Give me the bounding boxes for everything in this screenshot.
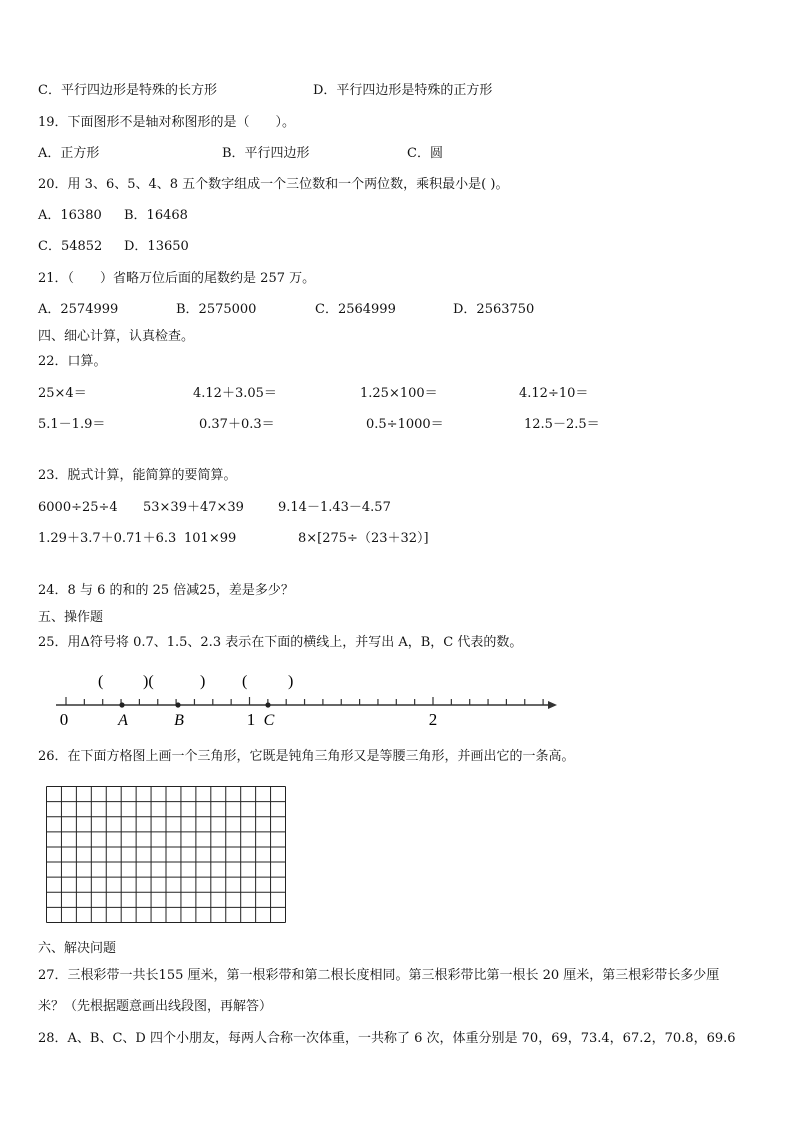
q23-stem: 23．脱式计算，能简算的要简算。 — [38, 468, 237, 483]
q21-stem: 21．（ ）省略万位后面的尾数约是 257 万。 — [38, 271, 316, 286]
q22-expr: 4.12＋3.05＝ — [193, 386, 277, 401]
q23-expr: 101×99 — [184, 531, 237, 546]
point-c-dot — [265, 702, 270, 707]
q21-option-b: B．2575000 — [176, 302, 257, 317]
blank-paren: ( — [242, 673, 248, 690]
q23-expr: 1.29＋3.7＋0.71＋6.3 — [38, 531, 177, 546]
blank-paren: )( — [143, 673, 154, 690]
q27-stem-line-2: 米？（先根据题意画出线段图，再解答） — [38, 999, 273, 1014]
q25-stem: 25．用Δ符号将 0.7、1.5、2.3 表示在下面的横线上，并写出 A，B，C 代表的数。 — [38, 635, 523, 650]
q23-expr: 8×[275÷（23＋32）] — [298, 531, 429, 546]
point-a-dot — [119, 702, 124, 707]
q22-expr: 12.5－2.5＝ — [524, 417, 600, 432]
q20-option-b: B．16468 — [124, 208, 188, 223]
label-one: 1 — [246, 710, 256, 729]
section-5-heading: 五、操作题 — [38, 610, 104, 625]
q22-expr: 0.37＋0.3＝ — [199, 417, 275, 432]
q21-option-d: D．2563750 — [453, 302, 535, 317]
q19-option-b: B．平行四边形 — [222, 146, 310, 161]
blank-paren: ) — [288, 673, 294, 690]
label-c: C — [263, 712, 275, 729]
q18-option-c: C．平行四边形是特殊的长方形 — [38, 83, 217, 98]
q23-expr: 53×39＋47×39 — [143, 500, 244, 515]
q19-option-a: A．正方形 — [38, 146, 100, 161]
grid-lines — [47, 787, 286, 923]
q22-expr: 5.1－1.9＝ — [38, 417, 106, 432]
q19-stem: 19．下面图形不是轴对称图形的是（ ）。 — [38, 115, 296, 130]
number-line — [54, 668, 558, 730]
section-4-heading: 四、细心计算，认真检查。 — [38, 329, 195, 344]
point-b-dot — [175, 702, 180, 707]
number-line-arrow — [548, 701, 557, 709]
number-line-ticks — [66, 697, 543, 705]
q20-option-c: C．54852 — [38, 239, 103, 254]
square-grid — [46, 786, 286, 923]
q19-option-c: C．圆 — [407, 146, 443, 161]
q20-option-d: D．13650 — [124, 239, 189, 254]
label-zero: 0 — [59, 710, 69, 729]
q23-expr: 6000÷25÷4 — [38, 500, 118, 515]
q27-stem-line-1: 27．三根彩带一共长155 厘米，第一根彩带和第二根长度相同。第三根彩带比第一根长 20 厘米，第三根彩带长多少厘 — [38, 968, 720, 983]
q26-stem: 26．在下面方格图上画一个三角形，它既是钝角三角形又是等腰三角形，并画出它的一条高。 — [38, 749, 575, 764]
q24-stem: 24．8 与 6 的和的 25 倍减25，差是多少？ — [38, 583, 294, 598]
q18-option-d: D．平行四边形是特殊的正方形 — [313, 83, 493, 98]
q21-option-c: C．2564999 — [315, 302, 396, 317]
q23-expr: 9.14－1.43－4.57 — [278, 500, 391, 515]
section-6-heading: 六、解决问题 — [38, 941, 117, 956]
q22-stem: 22．口算。 — [38, 354, 107, 369]
q28-stem-line-1: 28．A、B、C、D 四个小朋友，每两人合称一次体重，一共称了 6 次，体重分别是 70，69，73.4，67.2，70.8，69.6 — [38, 1031, 736, 1046]
q22-expr: 0.5÷1000＝ — [366, 417, 444, 432]
q22-expr: 25×4＝ — [38, 386, 87, 401]
q20-option-a: A．16380 — [38, 208, 102, 223]
q21-option-a: A．2574999 — [38, 302, 119, 317]
label-two: 2 — [428, 710, 438, 729]
q22-expr: 4.12÷10＝ — [519, 386, 589, 401]
label-b: B — [174, 712, 184, 729]
label-a: A — [118, 712, 128, 729]
blank-paren: ) — [200, 673, 206, 690]
q22-expr: 1.25×100＝ — [360, 386, 438, 401]
blank-paren: ( — [98, 673, 104, 690]
q20-stem: 20．用 3、6、5、4、8 五个数字组成一个三位数和一个两位数，乘积最小是( )。 — [38, 177, 509, 192]
